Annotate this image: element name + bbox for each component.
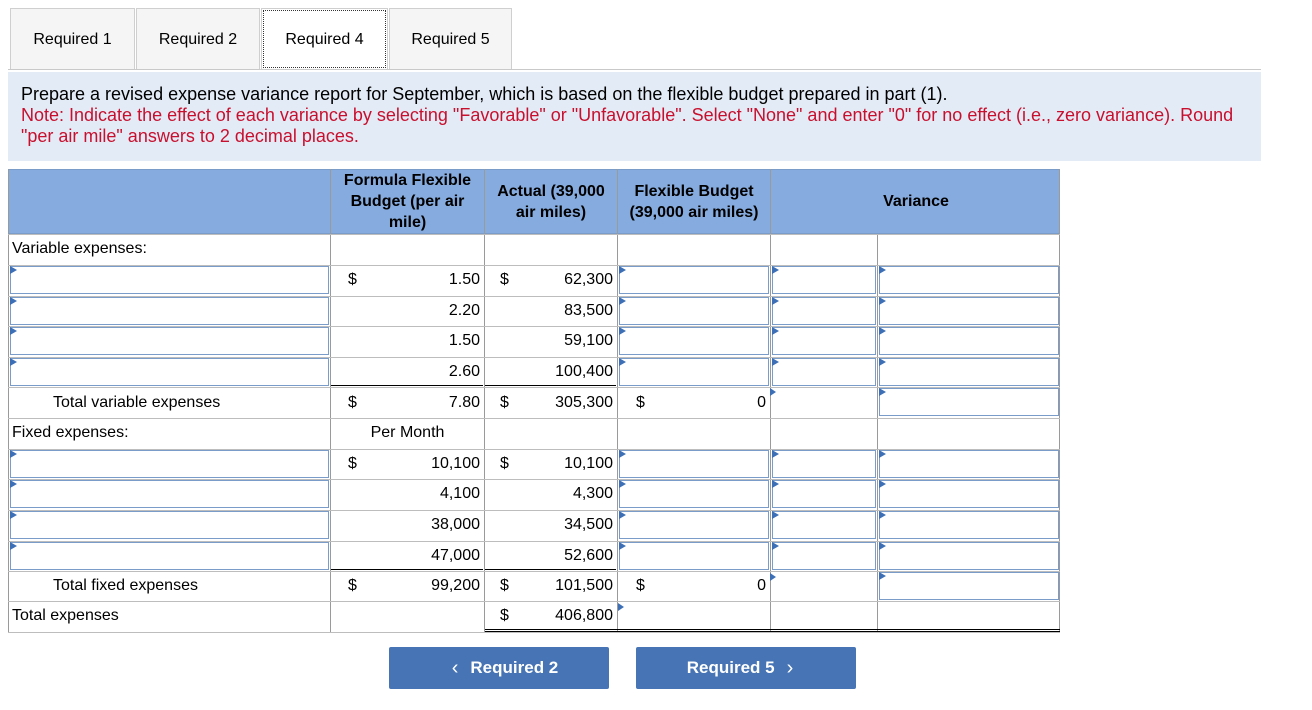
variance-effect-select[interactable] [879, 327, 1059, 355]
dollar-sign: $ [348, 577, 357, 594]
instructions-note: Note: Indicate the effect of each variance by selecting "Favorable" or "Unfavorable". Select "None" and enter "0" for no effect (i.e., zero variance). Round "per air mile" answers to 2 decimal places. [21, 105, 1234, 146]
formula-value: 10,100 [431, 455, 480, 472]
variance-amount-input[interactable] [772, 450, 876, 478]
input-marker-icon [770, 388, 776, 396]
variable-expenses-label: Variable expenses: [12, 240, 147, 257]
variance-effect-select[interactable] [879, 388, 1059, 416]
dollar-sign: $ [500, 607, 509, 624]
actual-value: 100,400 [555, 363, 613, 380]
variance-amount-input[interactable] [772, 542, 876, 570]
total-expenses-actual: 406,800 [555, 607, 613, 624]
actual-value: 62,300 [564, 271, 613, 288]
actual-value: 10,100 [564, 455, 613, 472]
variance-amount-input[interactable] [772, 297, 876, 325]
header-formula: Formula Flexible Budget (per air mile) [343, 172, 472, 231]
header-variance: Variance [883, 193, 949, 210]
fixed-expenses-label: Fixed expenses: [12, 424, 129, 441]
flexible-budget-input[interactable] [619, 480, 769, 508]
dollar-sign: $ [636, 394, 645, 411]
expense-name-input[interactable] [10, 297, 329, 325]
dollar-sign: $ [500, 455, 509, 472]
header-flexible-budget: Flexible Budget (39,000 air miles) [629, 182, 759, 221]
tab-divider [8, 69, 1261, 70]
total-fixed-label: Total fixed expenses [53, 577, 198, 594]
chevron-left-icon: ‹ [451, 656, 459, 679]
input-marker-icon [770, 573, 776, 581]
variance-effect-select[interactable] [879, 542, 1059, 570]
expense-name-input[interactable] [10, 358, 329, 386]
flexible-budget-input[interactable] [619, 266, 769, 294]
expense-name-input[interactable] [10, 450, 329, 478]
tab-required-2[interactable]: Required 2 [136, 8, 260, 70]
actual-value: 59,100 [564, 332, 613, 349]
dollar-sign: $ [500, 577, 509, 594]
dollar-sign: $ [348, 271, 357, 288]
tab-required-4[interactable]: Required 4 [261, 8, 388, 70]
variance-amount-input[interactable] [772, 358, 876, 386]
instructions-panel [8, 72, 1261, 161]
instructions-text: Prepare a revised expense variance report for September, which is based on the flexible budget prepared in part (1). [21, 84, 948, 104]
dollar-sign: $ [500, 271, 509, 288]
actual-value: 83,500 [564, 302, 613, 319]
expense-name-input[interactable] [10, 542, 329, 570]
variance-report-table [8, 169, 1060, 633]
variance-amount-input[interactable] [772, 327, 876, 355]
variance-amount-input[interactable] [772, 480, 876, 508]
formula-value: 4,100 [439, 485, 480, 502]
flexible-budget-input[interactable] [619, 297, 769, 325]
dollar-sign: $ [348, 394, 357, 411]
total-fixed-actual: 101,500 [555, 577, 613, 594]
formula-value: 47,000 [431, 547, 480, 564]
total-variable-label: Total variable expenses [53, 394, 221, 411]
next-required-5-button[interactable] [636, 647, 856, 689]
variance-effect-select[interactable] [879, 450, 1059, 478]
total-variable-actual: 305,300 [555, 394, 613, 411]
total-fixed-flexible: 0 [757, 577, 766, 594]
flexible-budget-input[interactable] [619, 327, 769, 355]
formula-value: 1.50 [448, 271, 480, 288]
variance-amount-input[interactable] [772, 266, 876, 294]
expense-name-input[interactable] [10, 511, 329, 539]
total-variable-formula: 7.80 [448, 394, 480, 411]
dollar-sign: $ [500, 394, 509, 411]
flexible-budget-input[interactable] [619, 542, 769, 570]
actual-value: 52,600 [564, 547, 613, 564]
dollar-sign: $ [636, 577, 645, 594]
variance-amount-input[interactable] [772, 511, 876, 539]
formula-value: 1.50 [448, 332, 480, 349]
input-marker-icon [618, 603, 624, 611]
tab-required-1[interactable]: Required 1 [10, 8, 135, 70]
tab-required-5[interactable]: Required 5 [389, 8, 512, 70]
prev-button-label: Required 2 [470, 658, 559, 677]
variance-effect-select[interactable] [879, 297, 1059, 325]
header-actual: Actual (39,000 air miles) [497, 182, 605, 221]
actual-value: 4,300 [572, 485, 613, 502]
flexible-budget-input[interactable] [619, 358, 769, 386]
total-expenses-label: Total expenses [12, 607, 119, 624]
variance-effect-select[interactable] [879, 266, 1059, 294]
formula-value: 2.20 [448, 302, 480, 319]
total-fixed-formula: 99,200 [431, 577, 480, 594]
chevron-right-icon: › [786, 656, 794, 679]
per-month-label: Per Month [370, 424, 445, 441]
flexible-budget-input[interactable] [619, 450, 769, 478]
formula-value: 38,000 [431, 516, 480, 533]
formula-value: 2.60 [448, 363, 480, 380]
total-variable-flexible: 0 [757, 394, 766, 411]
expense-name-input[interactable] [10, 480, 329, 508]
variance-effect-select[interactable] [879, 358, 1059, 386]
variance-effect-select[interactable] [879, 480, 1059, 508]
dollar-sign: $ [348, 455, 357, 472]
expense-name-input[interactable] [10, 327, 329, 355]
variance-effect-select[interactable] [879, 511, 1059, 539]
expense-name-input[interactable] [10, 266, 329, 294]
actual-value: 34,500 [564, 516, 613, 533]
next-button-label: Required 5 [686, 658, 775, 677]
variance-effect-select[interactable] [879, 572, 1059, 600]
flexible-budget-input[interactable] [619, 511, 769, 539]
prev-required-2-button[interactable] [389, 647, 609, 689]
